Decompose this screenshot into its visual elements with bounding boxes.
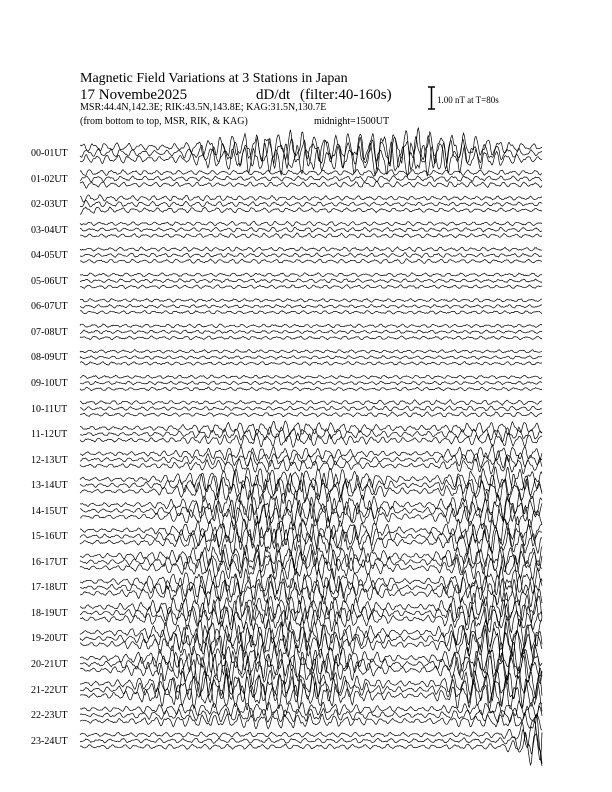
trace-msr-06-07ut <box>80 311 542 315</box>
trace-kag-09-10ut <box>80 375 542 379</box>
trace-kag-02-03ut <box>80 195 542 203</box>
trace-kag-03-04ut <box>80 221 542 226</box>
trace-kag-08-09ut <box>80 350 542 354</box>
hour-label: 08-09UT <box>31 352 68 364</box>
trace-rik-06-07ut <box>80 305 542 309</box>
trace-rik-05-06ut <box>80 279 542 283</box>
hour-label: 19-20UT <box>31 633 68 645</box>
trace-kag-13-14ut <box>80 467 542 493</box>
hour-label: 01-02UT <box>31 173 68 185</box>
hour-label: 17-18UT <box>31 582 68 594</box>
midnight-note: midnight=1500UT <box>314 116 390 127</box>
trace-rik-16-17ut <box>80 549 542 575</box>
trace-rik-02-03ut <box>80 200 542 207</box>
trace-msr-23-24ut <box>80 733 542 766</box>
component-label: dD/dt <box>256 87 291 103</box>
trace-kag-21-22ut <box>80 667 542 700</box>
trace-msr-02-03ut <box>80 207 542 214</box>
trace-kag-06-07ut <box>80 299 542 303</box>
chart-date: 17 Novembe2025 <box>80 87 188 103</box>
trace-kag-10-11ut <box>80 400 542 406</box>
hour-label: 06-07UT <box>31 301 68 313</box>
hour-label: 03-04UT <box>31 224 68 236</box>
trace-kag-14-15ut <box>80 490 542 520</box>
hour-label: 12-13UT <box>31 454 68 466</box>
trace-msr-05-06ut <box>80 285 542 289</box>
filter-label: (filter:40-160s) <box>300 87 392 103</box>
trace-rik-01-02ut <box>80 176 542 182</box>
hour-label: 05-06UT <box>31 275 68 287</box>
trace-rik-10-11ut <box>80 406 542 411</box>
trace-kag-07-08ut <box>80 324 542 328</box>
trace-rik-00-01ut <box>80 136 542 170</box>
trace-rik-03-04ut <box>80 227 542 232</box>
trace-msr-04-05ut <box>80 259 542 264</box>
trace-msr-22-23ut <box>80 713 542 730</box>
trace-msr-03-04ut <box>80 233 542 238</box>
hour-label: 23-24UT <box>31 735 68 747</box>
station-coordinates: MSR:44.4N,142.3E; RIK:43.5N,143.8E; KAG:31.5N,130.7E <box>80 102 327 113</box>
hour-label: 04-05UT <box>31 250 68 262</box>
trace-rik-08-09ut <box>80 356 542 360</box>
hour-label: 02-03UT <box>31 199 68 211</box>
trace-rik-09-10ut <box>80 381 542 385</box>
trace-kag-11-12ut <box>80 421 542 435</box>
trace-msr-07-08ut <box>80 336 542 340</box>
trace-msr-10-11ut <box>80 412 542 417</box>
hour-label: 16-17UT <box>31 556 68 568</box>
trace-msr-09-10ut <box>80 387 542 391</box>
hour-label: 10-11UT <box>31 403 68 415</box>
hour-label: 07-08UT <box>31 326 68 338</box>
hour-label: 14-15UT <box>31 505 68 517</box>
hour-label: 13-14UT <box>31 480 68 492</box>
trace-rik-20-21ut <box>80 647 542 680</box>
trace-kag-04-05ut <box>80 247 542 252</box>
hour-label: 00-01UT <box>31 148 68 159</box>
hour-label: 21-22UT <box>31 684 68 696</box>
trace-msr-01-02ut <box>80 181 542 188</box>
trace-kag-00-01ut <box>80 128 542 164</box>
trace-msr-08-09ut <box>80 362 542 366</box>
hour-label: 22-23UT <box>31 710 68 722</box>
trace-kag-01-02ut <box>80 169 542 177</box>
scale-label: 1.00 nT at T=80s <box>437 95 499 105</box>
trace-rik-07-08ut <box>80 330 542 334</box>
hour-label: 09-10UT <box>31 377 68 389</box>
trace-kag-05-06ut <box>80 273 542 277</box>
trace-msr-00-01ut <box>80 142 542 176</box>
chart-title: Magnetic Field Variations at 3 Stations in Japan <box>80 71 348 86</box>
station-order-note: (from bottom to top, MSR, RIK, & KAG) <box>80 116 248 127</box>
trace-rik-04-05ut <box>80 253 542 258</box>
hour-label: 18-19UT <box>31 607 68 619</box>
hour-label: 15-16UT <box>31 531 68 543</box>
hour-label: 20-21UT <box>31 659 68 670</box>
hour-label: 11-12UT <box>31 429 68 441</box>
